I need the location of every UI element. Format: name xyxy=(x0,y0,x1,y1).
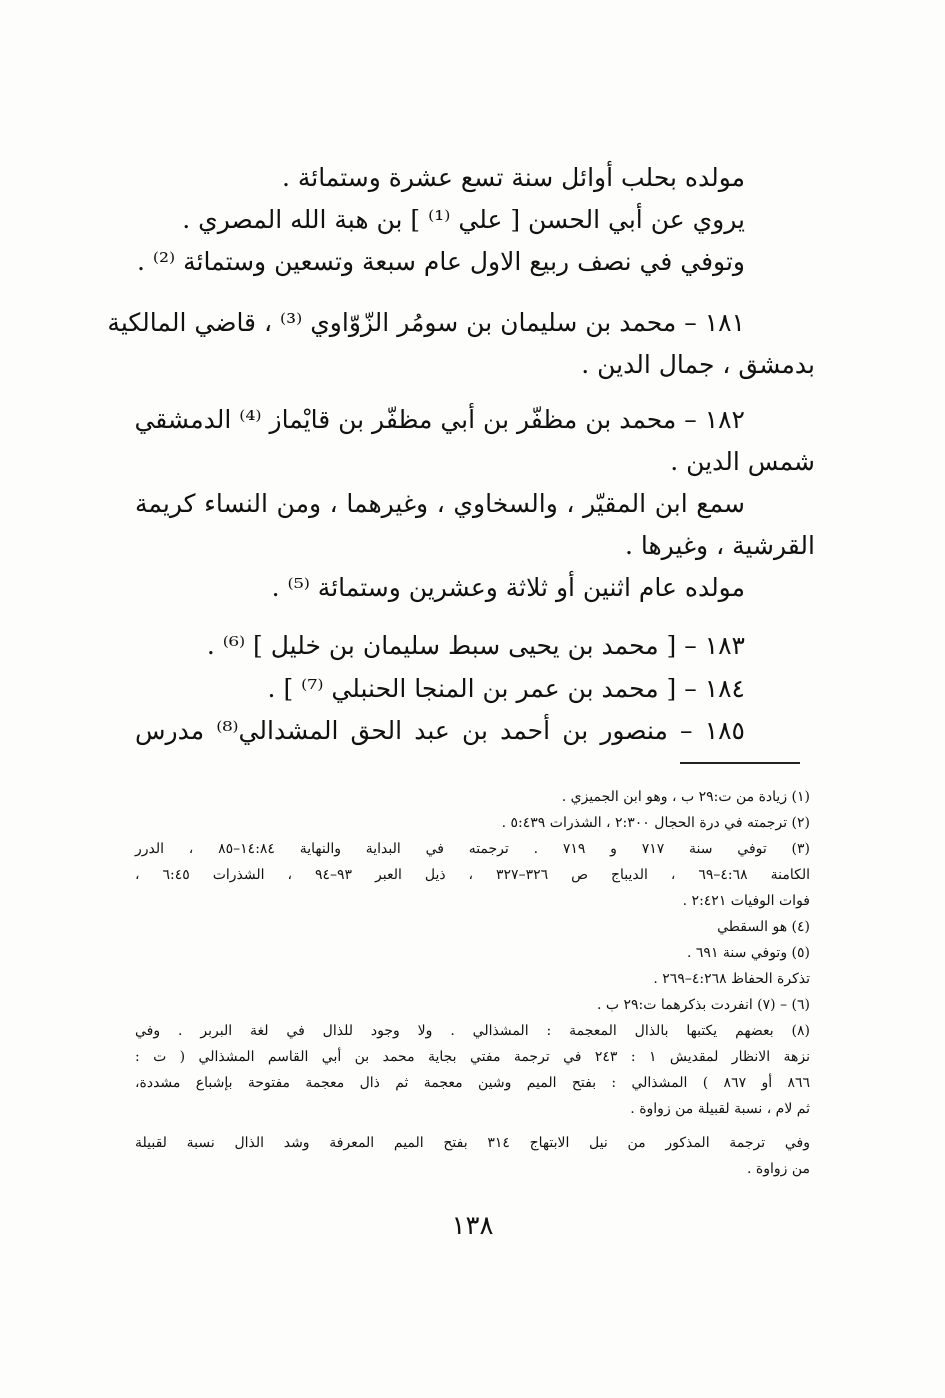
text-line: القرشية ، وغيرها . xyxy=(624,531,815,560)
page-number: ١٣٨ xyxy=(451,1211,494,1241)
entry-182-heading: ١٨٢ – محمد بن مظفّر بن أبي مظفّر بن قايْماز ⁽⁴⁾ الدمشقي xyxy=(134,405,745,434)
entry-185-heading: ١٨٥ – منصور بن أحمد بن عبد الحق المشدالي⁽⁸⁾ مدرس xyxy=(135,716,745,745)
entry-181-heading: ١٨١ – محمد بن سليمان بن سومُر الزّوّاوي ⁽³⁾ ، قاضي المالكية xyxy=(107,308,745,337)
footnote-line: نزهة الانظار لمقديش ١ : ٢٤٣ في ترجمة مفتي بجاية محمد بن أبي القاسم المشذالي ( ت : xyxy=(135,1049,810,1065)
footnote-line: وفي ترجمة المذكور من نيل الابتهاج ٣١٤ بفتح الميم المعرفة وشد الذال نسبة لقبيلة xyxy=(135,1135,810,1151)
text-line: بدمشق ، جمال الدين . xyxy=(581,350,815,379)
text-line: مولده بحلب أوائل سنة تسع عشرة وستمائة . xyxy=(281,163,745,192)
footnote-line: ثم لام ، نسبة لقبيلة من زواوة . xyxy=(630,1101,810,1117)
text-line: مولده عام اثنين أو ثلاثة وعشرين وستمائة ⁽⁵⁾ . xyxy=(271,573,745,602)
footnote-1: (١) زيادة من ت:٢٩ ب ، وهو ابن الجميزي . xyxy=(561,789,810,805)
footnote-8: (٨) بعضهم يكتبها بالذال المعجمة : المشذالي . ولا وجود للذال في لغة البربر . وفي xyxy=(135,1023,810,1039)
footnote-6-7: (٦) – (٧) انفردت بذكرهما ت:٢٩ ب . xyxy=(596,997,810,1013)
footnote-4: (٤) هو السقطي xyxy=(717,919,810,935)
footnote-line: تذكرة الحفاظ ٤:٢٦٨–٢٦٩ . xyxy=(653,971,810,987)
footnote-line: من زواوة . xyxy=(746,1161,810,1177)
footnote-line: الكامنة ٤:٦٨–٦٩ ، الديباج ص ٣٢٦–٣٢٧ ، ذيل العبر ٩٣–٩٤ ، الشذرات ٦:٤٥ ، xyxy=(135,867,810,883)
entry-184-heading: ١٨٤ – [ محمد بن عمر بن المنجا الحنبلي ⁽⁷⁾ ] . xyxy=(267,674,745,703)
footnote-5: (٥) وتوفي سنة ٦٩١ . xyxy=(687,945,810,961)
footnote-line: فوات الوفيات ٢:٤٢١ . xyxy=(682,893,810,909)
footnote-3: (٣) توفي سنة ٧١٧ و ٧١٩ . ترجمته في البداية والنهاية ١٤:٨٤–٨٥ ، الدرر xyxy=(135,841,811,857)
text-line: شمس الدين . xyxy=(670,447,815,476)
footnote-2: (٢) ترجمته في درة الحجال ٢:٣٠٠ ، الشذرات ٥:٤٣٩ . xyxy=(501,815,810,831)
text-line: وتوفي في نصف ربيع الاول عام سبعة وتسعين وستمائة ⁽²⁾ . xyxy=(136,247,745,276)
footnote-divider xyxy=(680,762,800,764)
text-line: يروي عن أبي الحسن [ علي ⁽¹⁾ ] بن هبة الله المصري . xyxy=(182,205,745,234)
footnote-line: ٨٦٦ أو ٨٦٧ ) المشذالي : بفتح الميم وشين معجمة ثم ذال معجمة مفتوحة بإشباع مشددة، xyxy=(135,1075,810,1091)
entry-183-heading: ١٨٣ – [ محمد بن يحيى سبط سليمان بن خليل ] ⁽⁶⁾ . xyxy=(206,631,745,660)
text-line: سمع ابن المقيّر ، والسخاوي ، وغيرهما ، ومن النساء كريمة xyxy=(135,489,745,518)
